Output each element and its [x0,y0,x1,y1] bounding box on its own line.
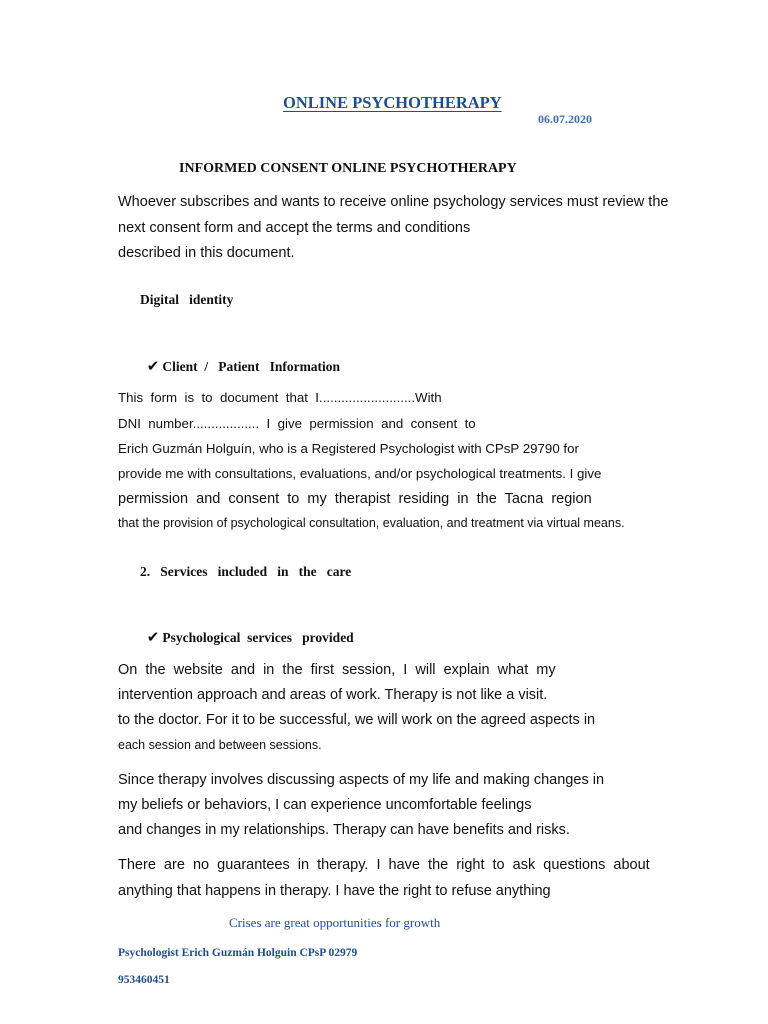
form-line-2: DNI number.................. I give permission and consent to [118,416,476,431]
para2-line-3: and changes in my relationships. Therapy can have benefits and risks. [118,822,570,838]
document-date: 06.07.2020 [538,112,592,126]
para3-line-2: anything that happens in therapy. I have the right to refuse anything [118,883,551,899]
section-heading-services: 2. Services included in the care [140,564,352,579]
para1-line-1: On the website and in the first session, I will explain what my [118,662,556,678]
footer-phone: 953460451 [118,974,170,986]
subheading-services-provided [140,612,354,646]
intro-line-3: described in this document. [118,245,295,261]
para1-line-4: each session and between sessions. [118,738,322,752]
check-mark-icon: ✔ [146,628,160,646]
para1-line-2: intervention approach and areas of work. Therapy is not like a visit. [118,687,548,703]
subheading-client-info [140,341,340,375]
form-line-5: permission and consent to my therapist residing in the Tacna region [118,491,592,507]
para2-line-1: Since therapy involves discussing aspects of my life and making changes in [118,772,605,788]
footer-motto: Crises are great opportunities for growth [229,915,441,930]
para3-line-1: There are no guarantees in therapy. I have the right to ask questions about [118,857,650,873]
para1-line-3: to the doctor. For it to be successful, we will work on the agreed aspects in [118,712,596,728]
form-line-1: This form is to document that I..........................With [118,390,442,405]
consent-heading: INFORMED CONSENT ONLINE PSYCHOTHERAPY [179,161,517,176]
form-line-6: that the provision of psychological consultation, evaluation, and treatment via virtual means. [118,516,625,530]
intro-line-1: Whoever subscribes and wants to receive online psychology services must review the [118,194,669,210]
section-heading-digital-identity: Digital identity [140,292,234,307]
form-line-3: Erich Guzmán Holguín, who is a Registered Psychologist with CPsP 29790 for [118,441,579,456]
subheading-services-label: Psychological services provided [162,630,354,645]
footer-signature: Psychologist Erich Guzmán Holguin CPsP 02979 [118,947,358,959]
form-line-4: provide me with consultations, evaluations, and/or psychological treatments. I give [118,466,602,481]
check-mark-icon: ✔ [146,357,160,375]
subheading-client-info-label: Client / Patient Information [162,359,341,374]
intro-line-2: next consent form and accept the terms and conditions [118,220,471,236]
page-title: ONLINE PSYCHOTHERAPY [283,93,502,112]
para2-line-2: my beliefs or behaviors, I can experience uncomfortable feelings [118,797,532,813]
